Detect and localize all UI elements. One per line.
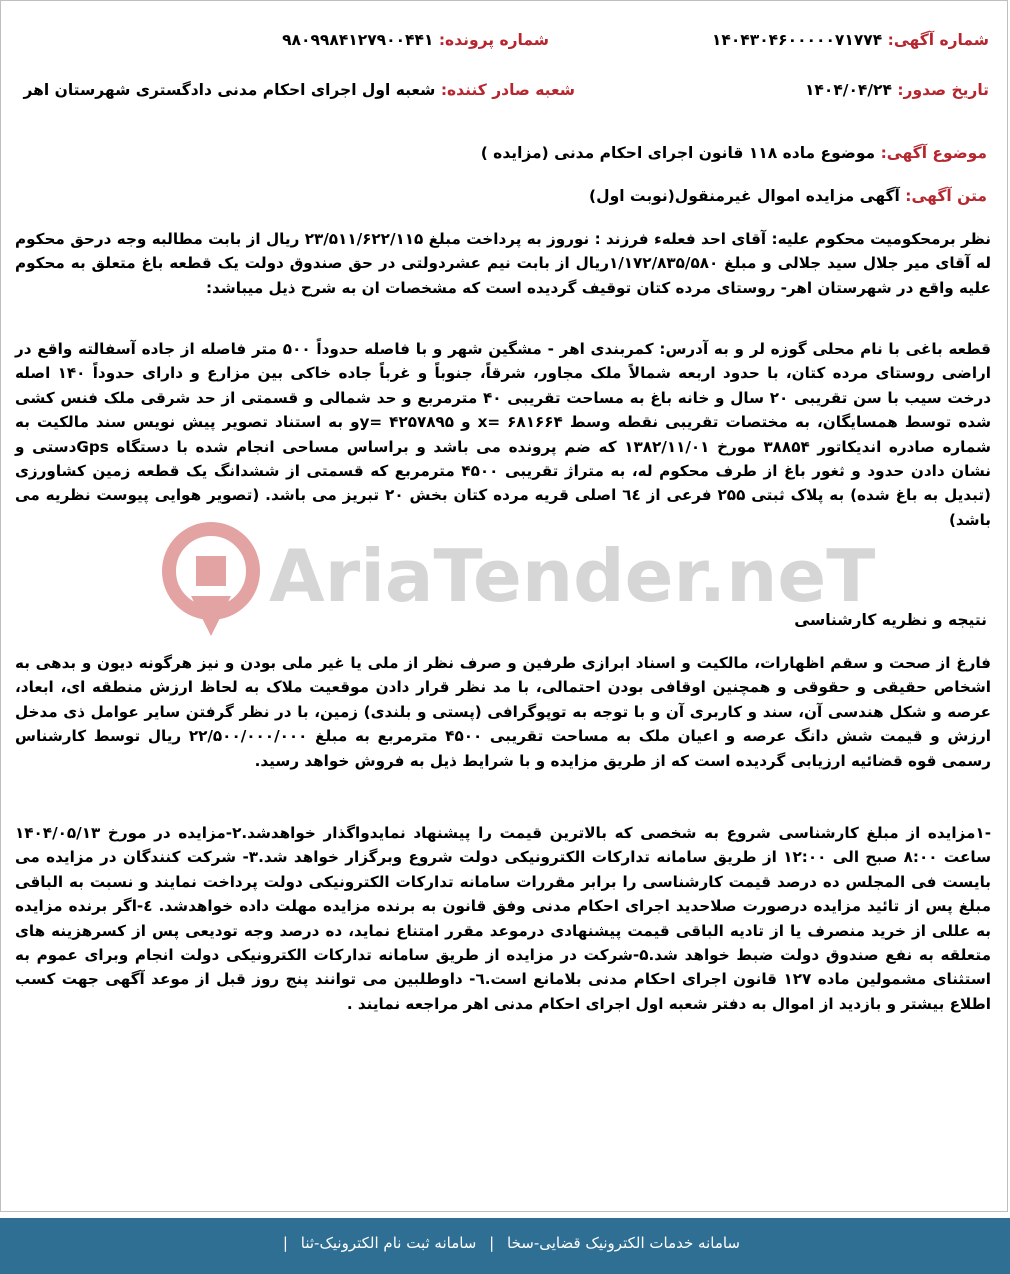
file-number-label: شماره پرونده: bbox=[438, 31, 549, 49]
issue-date-label: تاریخ صدور: bbox=[897, 81, 989, 99]
watermark-text: AriaTender.neT bbox=[269, 534, 876, 618]
issuer-label: شعبه صادر کننده: bbox=[440, 81, 575, 99]
subject-value: موضوع ماده ۱۱۸ قانون اجرای احکام مدنی (مزایده ) bbox=[480, 144, 876, 162]
file-number-value: ۹۸۰۹۹۸۴۱۲۷۹۰۰۴۴۱ bbox=[282, 31, 434, 49]
subject-label: موضوع آگهی: bbox=[880, 144, 987, 162]
footer-link-sana[interactable]: سامانه ثبت نام الکترونیک-ثنا bbox=[300, 1234, 477, 1252]
text-label: متن آگهی: bbox=[905, 187, 987, 205]
footer-links bbox=[275, 1234, 740, 1252]
ad-number bbox=[712, 31, 989, 49]
text-title-value: آگهی مزایده اموال غیرمنقول(نوبت اول) bbox=[589, 187, 900, 205]
issuer-value: شعبه اول اجرای احکام مدنی دادگستری شهرستان اهر bbox=[23, 81, 436, 99]
expert-opinion-heading: نتیجه و نظریه کارشناسی bbox=[794, 611, 987, 629]
paragraph-4: -۱مزایده از مبلغ کارشناسی شروع به شخصی که بالاترین قیمت را پیشنهاد نمایدواگذار خواهدشد.۲-مزایده در مورخ ۱۴۰۴/۰۵/۱۳ ساعت ۸:۰۰ صبح الی ۱۲:۰۰ از طریق سامانه تدارکات الکترونیکی دولت شروع وبرگزار خواهد شد.۳- شرکت کنندگان در مزایده می بایست فی المجلس ده درصد قیمت کارشناسی را برابر مقررات سامانه تدارکات الکترونیکی دولت پرداخت نمایند و نسبت به الباقی مبلغ پس از تائید مزایده درصورت صلاحدید اجرای احکام مدنی وفق قانون به برنده مزایده مهلت داده خواهدشد. ٤-اگر برنده مزایده به عللی از خرید منصرف یا از تادیه الباقی قیمت پیشنهادی درموعد مقرر امتناع نماید، ده درصد وجه تودیعی پس از کسرهزینه های متعلقه به نفع صندوق دولت ضبط خواهد شد.۵-شرکت در مزایده از طریق سامانه تدارکات الکترونیکی دولت انجام وبرای عموم به استثنای مشمولین ماده ۱۲۷ قانون اجرای احکام مدنی بلامانع است.٦- داوطلبین می توانند پنج روز قبل از موعد آگهی جهت کسب اطلاع بیشتر و بازدید از اموال به دفتر شعبه اول اجرای احکام مدنی اهر مراجعه نمایند . bbox=[15, 824, 991, 1013]
watermark-icon bbox=[169, 529, 253, 636]
issue-date-value: ۱۴۰۴/۰۴/۲۴ bbox=[804, 81, 892, 99]
paragraph-2: قطعه باغی با نام محلی گوزه لر و به آدرس: کمربندی اهر - مشگین شهر و با فاصله حدوداً ۵۰۰ متر فاصله از جاده آسفالته واقع در اراضی روستای مرده کتان، با حدود اربعه شمالاً ملک مجاور، شرقاً، جنوباً و غرباً جاده خاکی بین مزارع و دارای حدوداً ۱۴۰ اصله درخت سیب با سن تقریبی ۲۰ سال و خانه باغ به مساحت تقریبی ۴۰ مترمربع و حد شمالی و قسمتی از حد شرقی ملک فنس کشی شده توسط همسایگان، به مختصات تقریبی نقطه وسط x= ۶۸۱۶۶۴ و y= ۴۲۵۷۸۹۵و به استناد تصویر پیش نویس سند مالکیت به شماره صادره اندیکاتور ۳۸۸۵۴ مورخ ۱۳۸۲/۱۱/۰۱ که ضم پرونده می باشد و براساس مساحی انجام شده با دستگاه Gpsدستی و نشان دادن حدود و ثغور باغ از طرف محکوم له، به متراژ تقریبی ۴۵۰۰ مترمربع که قسمتی از ششدانگ یک قطعه زمین کشاورزی (تبدیل به باغ شده) به پلاک ثبتی ۲۵۵ فرعی از ٦٤ اصلی قریه مرده کتان بخش ۲۰ تبریز می باشد. (تصویر هوایی پیوست نظریه می باشد) bbox=[15, 340, 992, 529]
ad-number-label: شماره آگهی: bbox=[887, 31, 989, 49]
footer-separator: | bbox=[489, 1234, 495, 1252]
issue-date bbox=[805, 81, 989, 99]
footer-link-sakha[interactable]: سامانه خدمات الکترونیک قضایی-سخا bbox=[507, 1234, 740, 1252]
file-number bbox=[282, 31, 549, 49]
issuer bbox=[24, 81, 575, 99]
footer-bar bbox=[0, 1218, 1010, 1274]
subject bbox=[481, 144, 987, 162]
footer-separator-end: | bbox=[282, 1234, 288, 1252]
paragraph-1: نظر برمحکومیت محکوم علیه: آقای احد فعلهء فرزند : نوروز به پرداخت مبلغ ۲۳/۵۱۱/۶۲۲/۱۱۵ ریال از بابت مطالبه وجه درحق محکوم له آقای میر جلال سید جلالی و مبلغ ۱/۱۷۲/۸۳۵/۵۸۰ریال از بابت نیم عشردولتی در حق صندوق دولت یک قطعه باغ متعلق به محکوم علیه واقع در شهرستان اهر- روستای مرده کتان توقیف گردیده است که مشخصات ان به شرح ذیل میباشد: bbox=[15, 230, 991, 297]
ad-number-value: ۱۴۰۴۳۰۴۶۰۰۰۰۰۷۱۷۷۴ bbox=[711, 31, 883, 49]
paragraph-3: فارغ از صحت و سقم اظهارات، مالکیت و اسناد ابرازی طرفین و صرف نظر از ملی یا غیر ملی بودن و نیز هرگونه دیون و بدهی به اشخاص حقیقی و حقوقی و همچنین اوقافی بودن احتمالی، با مد نظر قرار دادن موقعیت ملاک به لحاظ ارزش منطقه ای، ابعاد، عرصه و شکل هندسی آن، سند و کاربری آن و با توجه به توپوگرافی (پستی و بلندی) زمین، با در نظر گرفتن سایر عوامل ذی مدخل ارزش و قیمت شش دانگ عرصه و اعیان ملک به مساحت تقریبی ۴۵۰۰ مترمربع به مبلغ ۲۲/۵۰۰/۰۰۰/۰۰۰ ریال توسط کارشناس رسمی قوه قضائیه ارزیابی گردیده است که از طریق مزایده و با شرایط ذیل به فروش خواهد رسید. bbox=[15, 654, 991, 770]
notice-text-title bbox=[589, 187, 987, 205]
